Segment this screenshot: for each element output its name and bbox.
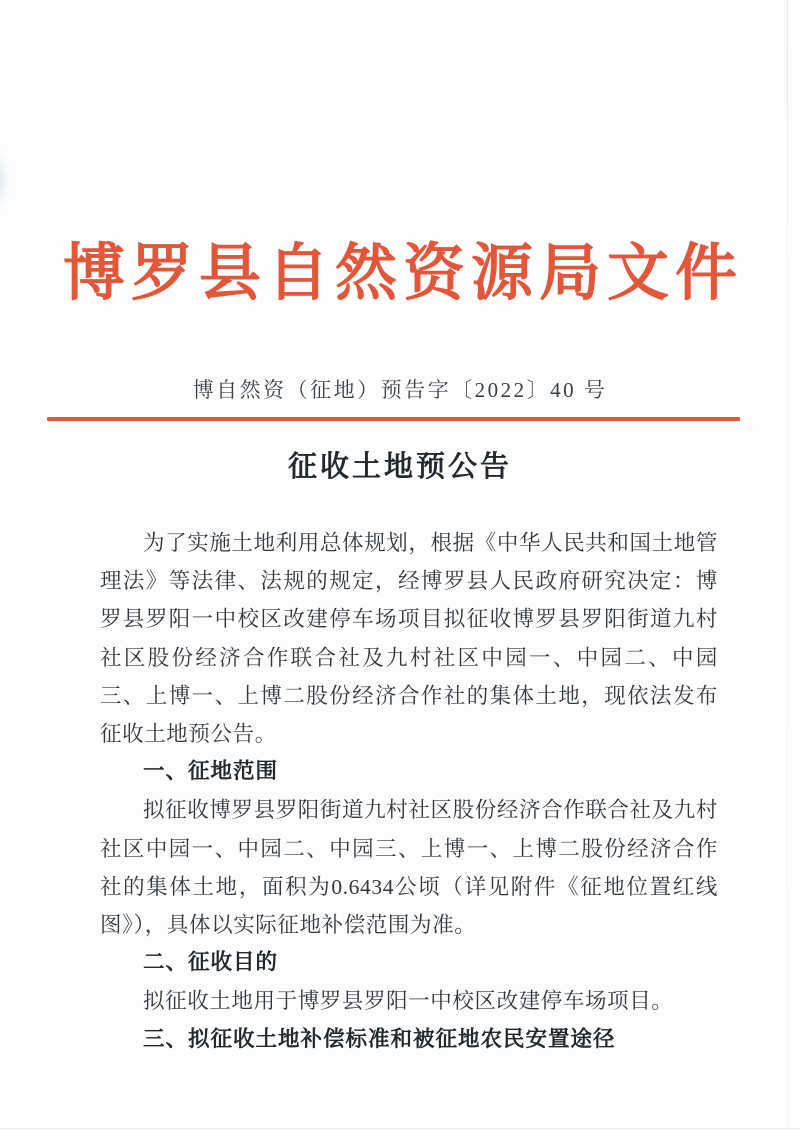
section-heading-3: 三、拟征收土地补偿标准和被征地农民安置途径 <box>143 1026 616 1052</box>
masthead <box>0 236 800 312</box>
document-number: 博自然资（征地）预告字〔2022〕40 号 <box>192 378 608 402</box>
page-title: 征收土地预公告 <box>287 449 512 483</box>
scan-artifact-left <box>0 150 10 210</box>
section-heading-1: 一、征地范围 <box>143 759 279 785</box>
document-body <box>100 524 718 1059</box>
section-body-2: 拟征收土地用于博罗县罗阳一中校区改建停车场项目。 <box>143 989 674 1014</box>
masthead-title: 博罗县自然资源局文件 <box>62 240 743 308</box>
scan-page-edge-right <box>787 0 788 1131</box>
section-heading-2: 二、征收目的 <box>143 950 279 976</box>
intro-paragraph: 为了实施土地利用总体规划，根据《中华人民共和国土地管理法》等法律、法规的规定，经博罗县人民政府研究决定：博罗县罗阳一中校区改建停车场项目拟征收博罗县罗阳街道九村社区股份经济合作联合社及九村社区中园一、中园二、中园三、上博一、上博二股份经济合作社的集体土地，现依法发布征收土地预公告。 <box>100 531 718 747</box>
scan-page-edge-bottom <box>0 1128 800 1129</box>
section-body-1: 拟征收博罗县罗阳街道九村社区股份经济合作联合社及九村社区中园一、中园二、中园三、上博一、上博二股份经济合作社的集体土地，面积为0.6434公顷（详见附件《征地位置红线图》），具体以实际征地补偿范围为准。 <box>100 798 718 938</box>
red-separator-rule <box>47 417 740 421</box>
